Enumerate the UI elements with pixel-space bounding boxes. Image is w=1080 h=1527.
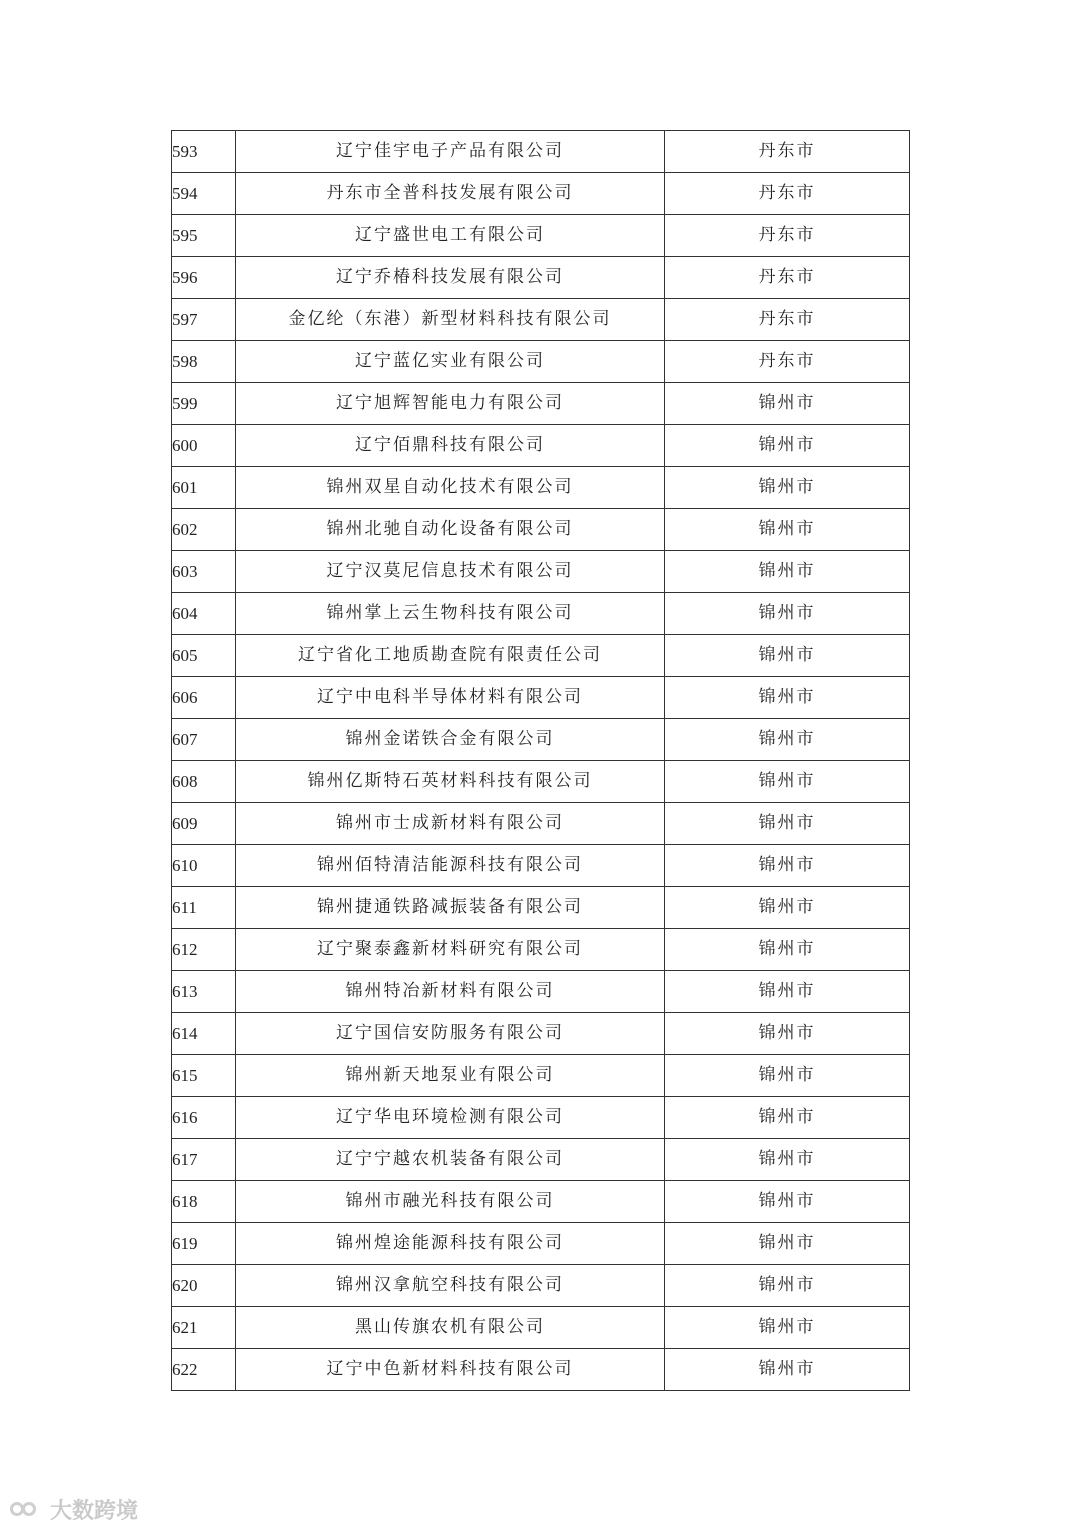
table-row <box>172 803 910 845</box>
row-number-cell: 594 <box>172 173 236 215</box>
table-row <box>172 1223 910 1265</box>
table-row <box>172 761 910 803</box>
company-name-cell: 辽宁国信安防服务有限公司 <box>236 1013 665 1055</box>
table-row <box>172 929 910 971</box>
double-ring-logo-icon <box>10 1499 44 1521</box>
city-cell: 锦州市 <box>665 509 910 551</box>
company-name-cell: 辽宁乔椿科技发展有限公司 <box>236 257 665 299</box>
table-row <box>172 1139 910 1181</box>
table-row <box>172 1349 910 1391</box>
table-row <box>172 635 910 677</box>
row-number-cell: 597 <box>172 299 236 341</box>
table-row <box>172 215 910 257</box>
city-cell: 锦州市 <box>665 1223 910 1265</box>
table-row <box>172 1181 910 1223</box>
city-cell: 锦州市 <box>665 1139 910 1181</box>
company-list-table <box>171 130 910 1391</box>
city-cell: 锦州市 <box>665 425 910 467</box>
watermark-text: 大数跨境 <box>50 1499 139 1524</box>
city-cell: 锦州市 <box>665 971 910 1013</box>
table-row <box>172 887 910 929</box>
row-number-cell: 622 <box>172 1349 236 1391</box>
company-name-cell: 锦州亿斯特石英材料科技有限公司 <box>236 761 665 803</box>
company-name-cell: 辽宁蓝亿实业有限公司 <box>236 341 665 383</box>
table-row <box>172 1307 910 1349</box>
city-cell: 锦州市 <box>665 467 910 509</box>
row-number-cell: 616 <box>172 1097 236 1139</box>
row-number-cell: 617 <box>172 1139 236 1181</box>
city-cell: 锦州市 <box>665 845 910 887</box>
city-cell: 锦州市 <box>665 761 910 803</box>
row-number-cell: 600 <box>172 425 236 467</box>
table-row <box>172 383 910 425</box>
city-cell: 锦州市 <box>665 929 910 971</box>
city-cell: 丹东市 <box>665 173 910 215</box>
city-cell: 锦州市 <box>665 1013 910 1055</box>
company-name-cell: 辽宁聚泰鑫新材料研究有限公司 <box>236 929 665 971</box>
row-number-cell: 613 <box>172 971 236 1013</box>
table-row <box>172 845 910 887</box>
city-cell: 锦州市 <box>665 1097 910 1139</box>
company-name-cell: 金亿纶（东港）新型材料科技有限公司 <box>236 299 665 341</box>
row-number-cell: 611 <box>172 887 236 929</box>
table-row <box>172 341 910 383</box>
table-row <box>172 299 910 341</box>
row-number-cell: 614 <box>172 1013 236 1055</box>
table-row <box>172 1265 910 1307</box>
company-name-cell: 锦州市融光科技有限公司 <box>236 1181 665 1223</box>
company-name-cell: 锦州捷通铁路减振装备有限公司 <box>236 887 665 929</box>
company-name-cell: 辽宁佰鼎科技有限公司 <box>236 425 665 467</box>
row-number-cell: 598 <box>172 341 236 383</box>
table-row <box>172 509 910 551</box>
row-number-cell: 603 <box>172 551 236 593</box>
company-name-cell: 辽宁盛世电工有限公司 <box>236 215 665 257</box>
company-name-cell: 辽宁省化工地质勘查院有限责任公司 <box>236 635 665 677</box>
city-cell: 锦州市 <box>665 1055 910 1097</box>
city-cell: 锦州市 <box>665 887 910 929</box>
company-name-cell: 辽宁汉莫尼信息技术有限公司 <box>236 551 665 593</box>
row-number-cell: 606 <box>172 677 236 719</box>
company-name-cell: 辽宁宁越农机装备有限公司 <box>236 1139 665 1181</box>
company-name-cell: 辽宁中色新材料科技有限公司 <box>236 1349 665 1391</box>
row-number-cell: 605 <box>172 635 236 677</box>
table-row <box>172 467 910 509</box>
company-name-cell: 丹东市全普科技发展有限公司 <box>236 173 665 215</box>
row-number-cell: 596 <box>172 257 236 299</box>
city-cell: 锦州市 <box>665 551 910 593</box>
company-name-cell: 锦州佰特清洁能源科技有限公司 <box>236 845 665 887</box>
city-cell: 丹东市 <box>665 299 910 341</box>
company-name-cell: 锦州特冶新材料有限公司 <box>236 971 665 1013</box>
company-name-cell: 锦州掌上云生物科技有限公司 <box>236 593 665 635</box>
company-name-cell: 锦州双星自动化技术有限公司 <box>236 467 665 509</box>
table-row <box>172 173 910 215</box>
table-row <box>172 1055 910 1097</box>
company-name-cell: 锦州金诺铁合金有限公司 <box>236 719 665 761</box>
company-name-cell: 锦州煌途能源科技有限公司 <box>236 1223 665 1265</box>
row-number-cell: 604 <box>172 593 236 635</box>
row-number-cell: 607 <box>172 719 236 761</box>
table-row <box>172 593 910 635</box>
city-cell: 锦州市 <box>665 1307 910 1349</box>
city-cell: 锦州市 <box>665 1181 910 1223</box>
company-name-cell: 辽宁旭辉智能电力有限公司 <box>236 383 665 425</box>
row-number-cell: 595 <box>172 215 236 257</box>
table-row <box>172 971 910 1013</box>
table-row <box>172 1097 910 1139</box>
row-number-cell: 619 <box>172 1223 236 1265</box>
row-number-cell: 621 <box>172 1307 236 1349</box>
table-row <box>172 257 910 299</box>
watermark <box>10 1494 138 1525</box>
city-cell: 锦州市 <box>665 635 910 677</box>
table-row <box>172 719 910 761</box>
company-name-cell: 锦州新天地泵业有限公司 <box>236 1055 665 1097</box>
row-number-cell: 593 <box>172 131 236 173</box>
table-row <box>172 551 910 593</box>
company-name-cell: 黑山传旗农机有限公司 <box>236 1307 665 1349</box>
row-number-cell: 601 <box>172 467 236 509</box>
city-cell: 丹东市 <box>665 341 910 383</box>
table-row <box>172 131 910 173</box>
city-cell: 锦州市 <box>665 803 910 845</box>
row-number-cell: 608 <box>172 761 236 803</box>
row-number-cell: 609 <box>172 803 236 845</box>
company-name-cell: 锦州市士成新材料有限公司 <box>236 803 665 845</box>
company-name-cell: 辽宁佳宇电子产品有限公司 <box>236 131 665 173</box>
city-cell: 丹东市 <box>665 131 910 173</box>
table-row <box>172 1013 910 1055</box>
row-number-cell: 610 <box>172 845 236 887</box>
row-number-cell: 599 <box>172 383 236 425</box>
company-name-cell: 辽宁中电科半导体材料有限公司 <box>236 677 665 719</box>
city-cell: 丹东市 <box>665 215 910 257</box>
city-cell: 锦州市 <box>665 719 910 761</box>
city-cell: 锦州市 <box>665 677 910 719</box>
company-name-cell: 锦州汉拿航空科技有限公司 <box>236 1265 665 1307</box>
city-cell: 丹东市 <box>665 257 910 299</box>
city-cell: 锦州市 <box>665 383 910 425</box>
city-cell: 锦州市 <box>665 1265 910 1307</box>
company-list-body <box>172 131 910 1391</box>
row-number-cell: 620 <box>172 1265 236 1307</box>
table-row <box>172 425 910 467</box>
city-cell: 锦州市 <box>665 593 910 635</box>
row-number-cell: 602 <box>172 509 236 551</box>
company-name-cell: 辽宁华电环境检测有限公司 <box>236 1097 665 1139</box>
city-cell: 锦州市 <box>665 1349 910 1391</box>
row-number-cell: 618 <box>172 1181 236 1223</box>
row-number-cell: 615 <box>172 1055 236 1097</box>
row-number-cell: 612 <box>172 929 236 971</box>
table-row <box>172 677 910 719</box>
company-name-cell: 锦州北驰自动化设备有限公司 <box>236 509 665 551</box>
